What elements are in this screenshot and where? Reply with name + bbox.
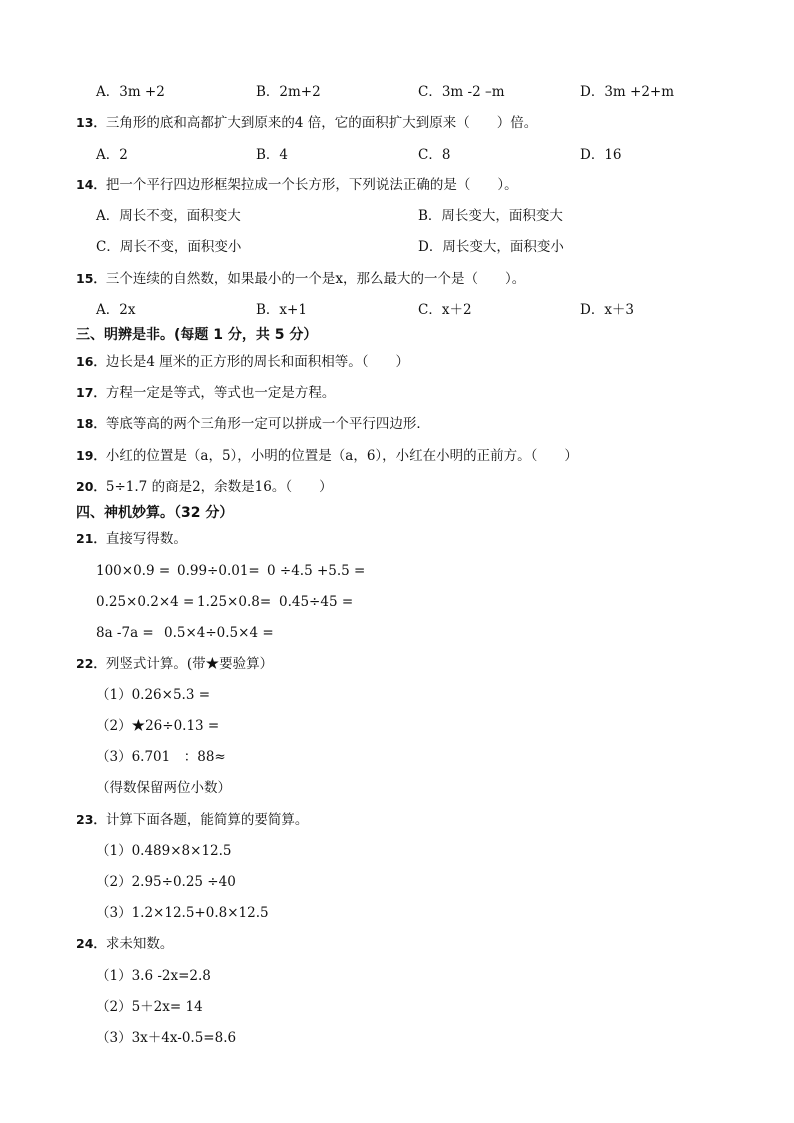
- question-number: 18．: [76, 416, 106, 431]
- question-15: [76, 270, 525, 288]
- q14-option-b: B．周长变大，面积变大: [418, 208, 563, 224]
- section-3-heading: 三、明辨是非。(每题 1 分，共 5 分）: [76, 327, 318, 343]
- q15-option-d: D．x＋3: [580, 302, 635, 318]
- q13-option-d: D．16: [580, 147, 622, 163]
- q14-option-c: C．周长不变，面积变小: [96, 239, 242, 255]
- calc-item: 0.5×4÷0.5×4 =: [164, 625, 274, 641]
- sub-item: （1）3.6 -2x=2.8: [96, 968, 211, 984]
- q12-option-a: A．3m +2: [96, 84, 165, 100]
- question-text: 边长是4 厘米的正方形的周长和面积相等。（ ）: [105, 354, 410, 370]
- sub-item-note: （得数保留两位小数）: [96, 780, 231, 796]
- q12-option-b: B．2m+2: [256, 84, 321, 100]
- calc-item: 0.25×0.2×4 =: [96, 594, 195, 610]
- calc-item: 100×0.9 =: [96, 563, 171, 579]
- question-number: 21．: [76, 531, 106, 546]
- sub-item: （3）3x＋4x-0.5=8.6: [96, 1030, 237, 1046]
- sub-item: （2）5＋2x= 14: [96, 999, 203, 1015]
- question-13: [76, 114, 537, 132]
- q15-option-c: C．x＋2: [418, 302, 472, 318]
- question-number: 15．: [76, 271, 106, 286]
- question-17: [76, 384, 335, 402]
- question-21: [76, 530, 187, 548]
- question-20: [76, 478, 333, 496]
- question-text: 5÷1.7 的商是2，余数是16。（ ）: [105, 479, 333, 495]
- question-number: 23．: [76, 812, 106, 827]
- question-number: 13．: [76, 115, 106, 130]
- question-text: 三个连续的自然数，如果最小的一个是x，那么最大的一个是（ ）。: [105, 271, 526, 287]
- question-number: 17．: [76, 385, 106, 400]
- calc-item: 0 ÷4.5 +5.5 =: [267, 563, 366, 579]
- q15-option-b: B．x+1: [256, 302, 307, 318]
- sub-item: （1）0.489×8×12.5: [96, 843, 232, 859]
- q13-option-a: A．2: [96, 147, 128, 163]
- question-text: 三角形的底和高都扩大到原来的4 倍，它的面积扩大到原来（ ）倍。: [105, 115, 538, 131]
- sub-item: （3）6.701 ：88≈: [96, 749, 226, 765]
- calc-item: 8a -7a =: [96, 625, 154, 641]
- calc-item: 1.25×0.8=: [197, 594, 272, 610]
- q15-option-a: A．2x: [96, 302, 136, 318]
- question-19: [76, 447, 578, 465]
- question-14: [76, 176, 518, 194]
- question-text: 小红的位置是（a，5），小明的位置是（a，6），小红在小明的正前方。（ ）: [105, 448, 578, 464]
- question-number: 14．: [76, 177, 106, 192]
- question-number: 20．: [76, 479, 106, 494]
- question-text: 计算下面各题，能简算的要简算。: [105, 812, 309, 828]
- sub-item: （2）2.95÷0.25 ÷40: [96, 874, 236, 890]
- calc-item: 0.45÷45 =: [279, 594, 354, 610]
- sub-item: （2）★26÷0.13 =: [96, 718, 220, 734]
- q13-option-c: C．8: [418, 147, 451, 163]
- question-16: [76, 353, 409, 371]
- question-22: [76, 655, 273, 673]
- q14-option-d: D．周长变大，面积变小: [418, 239, 564, 255]
- question-text: 求未知数。: [105, 936, 174, 952]
- question-text: 列竖式计算。(带★要验算）: [105, 656, 274, 672]
- sub-item: （3）1.2×12.5+0.8×12.5: [96, 905, 269, 921]
- q12-option-d: D．3m +2+m: [580, 84, 675, 100]
- question-23: [76, 811, 308, 829]
- question-text: 等底等高的两个三角形一定可以拼成一个平行四边形．: [105, 416, 430, 432]
- question-number: 22．: [76, 656, 106, 671]
- question-number: 19．: [76, 448, 106, 463]
- question-24: [76, 935, 173, 953]
- q12-option-c: C．3m -2 –m: [418, 84, 505, 100]
- question-number: 16．: [76, 354, 106, 369]
- question-18: [76, 415, 430, 433]
- question-text: 方程一定是等式，等式也一定是方程。: [105, 385, 336, 401]
- sub-item: （1）0.26×5.3 =: [96, 687, 211, 703]
- section-4-heading: 四、神机妙算。（32 分）: [76, 505, 234, 521]
- question-text: 直接写得数。: [105, 531, 187, 547]
- question-text: 把一个平行四边形框架拉成一个长方形，下列说法正确的是（ ）。: [105, 177, 518, 193]
- q13-option-b: B．4: [256, 147, 289, 163]
- question-number: 24．: [76, 936, 106, 951]
- q14-option-a: A．周长不变，面积变大: [96, 208, 241, 224]
- calc-item: 0.99÷0.01=: [177, 563, 260, 579]
